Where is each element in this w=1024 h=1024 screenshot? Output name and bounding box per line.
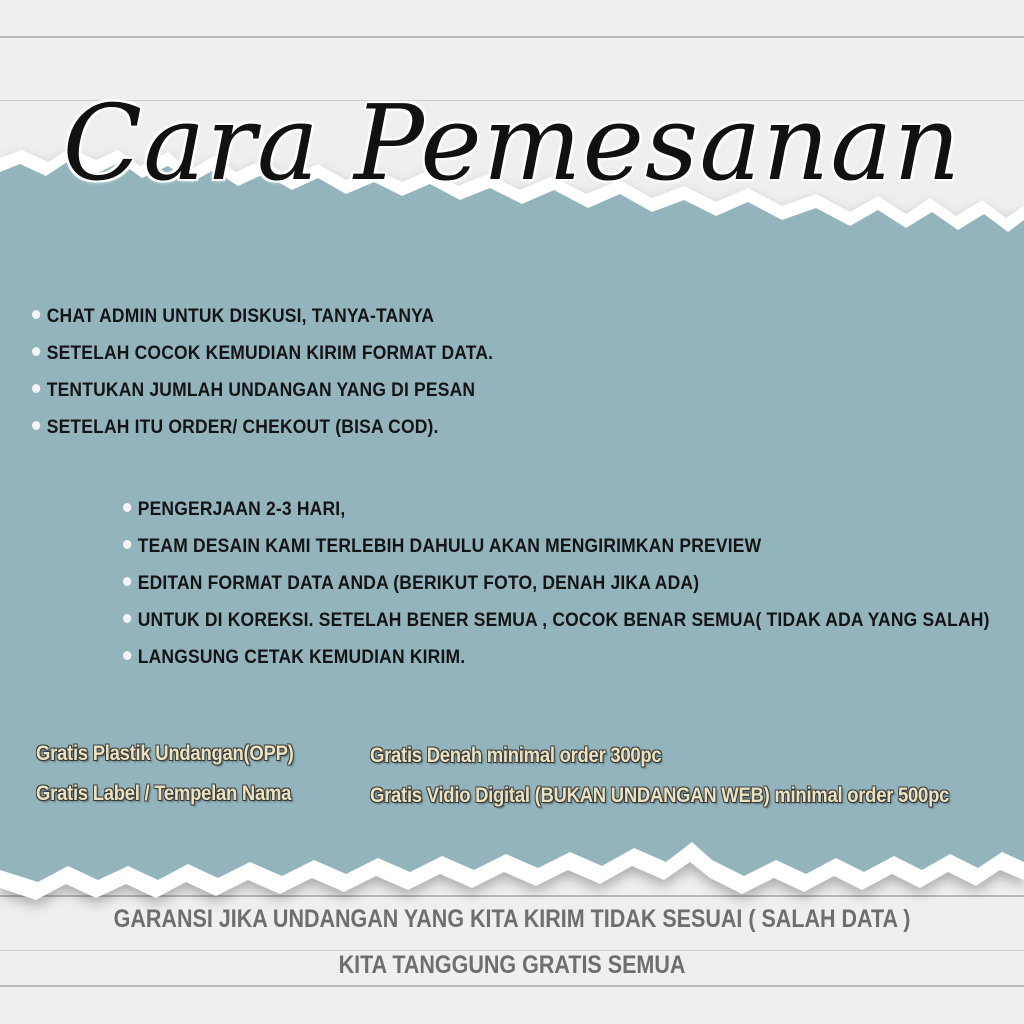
bullet-icon [32, 310, 40, 319]
list-item-label: TENTUKAN JUMLAH UNDANGAN YANG DI PESAN [46, 380, 476, 401]
list-item [32, 372, 493, 409]
list-item-label: CHAT ADMIN UNTUK DISKUSI, TANYA-TANYA [46, 306, 435, 327]
bonus-floor-plan: Gratis Denah minimal order 300pc [370, 744, 662, 767]
bullet-icon [123, 614, 131, 623]
list-item [123, 491, 990, 528]
list-item [123, 565, 990, 602]
list-item [32, 409, 493, 446]
list-item [123, 639, 990, 676]
bullet-icon [123, 503, 131, 512]
bullet-icon [123, 651, 131, 660]
list-item-label: PENGERJAAN 2-3 HARI, [137, 499, 346, 520]
list-item-label: LANGSUNG CETAK KEMUDIAN KIRIM. [137, 647, 466, 668]
list-item-label: SETELAH ITU ORDER/ CHEKOUT (BISA COD). [46, 417, 439, 438]
bonus-digital-video: Gratis Vidio Digital (BUKAN UNDANGAN WEB) minimal order 500pc [370, 784, 950, 807]
list-item-label: EDITAN FORMAT DATA ANDA (BERIKUT FOTO, DENAH JIKA ADA) [137, 573, 700, 594]
guarantee-line-2: KITA TANGGUNG GRATIS SEMUA [338, 951, 686, 979]
bullet-icon [123, 577, 131, 586]
bullet-icon [32, 347, 40, 356]
bullet-icon [123, 540, 131, 549]
list-item-label: SETELAH COCOK KEMUDIAN KIRIM FORMAT DATA. [46, 343, 494, 364]
list-item [123, 528, 990, 565]
list-item [32, 298, 493, 335]
bonus-plastic: Gratis Plastik Undangan(OPP) [36, 742, 294, 765]
bullet-icon [32, 421, 40, 430]
order-steps-list [32, 298, 533, 446]
page-title: Cara Pemesanan [62, 82, 962, 204]
bullet-icon [32, 384, 40, 393]
list-item-label: UNTUK DI KOREKSI. SETELAH BENER SEMUA , COCOK BENAR SEMUA( TIDAK ADA YANG SALAH) [137, 610, 990, 631]
list-item [123, 602, 990, 639]
guarantee-line-1: GARANSI JIKA UNDANGAN YANG KITA KIRIM TIDAK SESUAI ( SALAH DATA ) [113, 905, 911, 933]
list-item [32, 335, 493, 372]
process-steps-list [123, 491, 1024, 676]
list-item-label: TEAM DESAIN KAMI TERLEBIH DAHULU AKAN MENGIRIMKAN PREVIEW [137, 536, 762, 557]
bonus-label: Gratis Label / Tempelan Nama [36, 782, 292, 805]
